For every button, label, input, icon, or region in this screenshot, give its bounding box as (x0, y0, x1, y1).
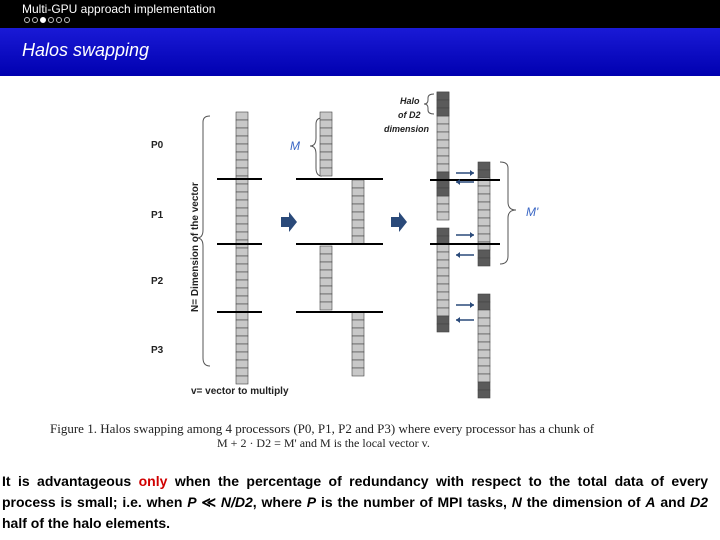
halo-cell (437, 228, 449, 236)
vector-cell (236, 264, 248, 272)
chunk-cell (320, 262, 332, 270)
halo-cell (478, 258, 490, 266)
vector-cell (236, 296, 248, 304)
halo-label-line3: dimension (384, 124, 430, 134)
processor-label-p1: P1 (151, 210, 164, 221)
chunk-cell (320, 254, 332, 262)
figure-caption-line1: Figure 1. Halos swapping among 4 processors (P0, P1, P2 and P3) where every processor has a chunk of (50, 421, 595, 436)
vector-cell (236, 312, 248, 320)
chunk-cell (352, 360, 364, 368)
processor-label-p3: P3 (151, 345, 164, 356)
chunk-cell (352, 212, 364, 220)
navigation-dots (24, 17, 70, 23)
chunk-cell (320, 294, 332, 302)
vector-cell (236, 160, 248, 168)
chunk-cell (352, 320, 364, 328)
vector-cell (236, 304, 248, 312)
chunk-cell (320, 246, 332, 254)
nav-dot[interactable] (40, 17, 46, 23)
m-prime-label: M' (526, 205, 539, 219)
highlight-word: only (138, 473, 168, 489)
chunk-cell (320, 160, 332, 168)
halo-cell (478, 186, 490, 194)
halo-cell (478, 302, 490, 310)
m-prime-brace (500, 162, 516, 264)
halo-cell (437, 124, 449, 132)
vector-cell (236, 272, 248, 280)
chunk-cell (320, 136, 332, 144)
chunk-cell (352, 312, 364, 320)
halo-cell (478, 326, 490, 334)
chunk-cell (320, 152, 332, 160)
vector-cell (236, 136, 248, 144)
vector-cell (236, 232, 248, 240)
halo-cell (437, 236, 449, 244)
halo-cell (437, 164, 449, 172)
body-text-segment: It is advantageous (2, 473, 139, 489)
halo-cell (478, 318, 490, 326)
halo-cell (478, 374, 490, 382)
chunk-cell (320, 128, 332, 136)
vector-cell (236, 128, 248, 136)
symbol-p: P (306, 494, 317, 510)
halo-cell (478, 194, 490, 202)
vector-cell (236, 328, 248, 336)
chunk-cell (352, 368, 364, 376)
halo-cell (478, 250, 490, 258)
symbol-a: A (645, 494, 656, 510)
vector-cell (236, 376, 248, 384)
swap-arrow-head-icon (470, 302, 474, 308)
symbol-d2: D2 (690, 494, 708, 510)
nav-dot[interactable] (24, 17, 30, 23)
symbol-n-over-d2: N/D2 (220, 494, 253, 510)
halo-cell (478, 390, 490, 398)
halo-cell (478, 342, 490, 350)
halo-label-line2: of D2 (398, 110, 421, 120)
vector-cell (236, 168, 248, 176)
vector-cell (236, 280, 248, 288)
vector-cell (236, 288, 248, 296)
vector-cell (236, 120, 248, 128)
chunk-cell (352, 352, 364, 360)
halo-cell (437, 132, 449, 140)
body-text-segment: , where (252, 494, 307, 510)
nav-dot[interactable] (56, 17, 62, 23)
vector-cell (236, 184, 248, 192)
figure-caption-line2: M + 2 · D2 = M' and M is the local vector v. (217, 436, 430, 450)
vector-cell (236, 216, 248, 224)
halo-cell (437, 140, 449, 148)
chunk-cell (352, 336, 364, 344)
processor-label-p0: P0 (151, 140, 164, 151)
halo-cell (478, 226, 490, 234)
vector-cell (236, 208, 248, 216)
halo-cell (437, 300, 449, 308)
nav-dot[interactable] (64, 17, 70, 23)
halo-cell (437, 316, 449, 324)
halo-cell (437, 148, 449, 156)
body-paragraph (2, 471, 708, 534)
vector-cell (236, 224, 248, 232)
vector-cell (236, 368, 248, 376)
body-text-segment: is the number of MPI tasks, (316, 494, 512, 510)
halo-cell (478, 162, 490, 170)
swap-arrow-head-icon (470, 232, 474, 238)
halo-cell (478, 202, 490, 210)
vector-cell (236, 352, 248, 360)
chunk-cell (320, 278, 332, 286)
halo-cell (437, 212, 449, 220)
body-text-segment: when the percentage of redundancy with respect to the total data of every process is small; i.e. when (2, 473, 709, 510)
chunk-cell (352, 328, 364, 336)
chunk-cell (352, 196, 364, 204)
vector-cell (236, 256, 248, 264)
vector-cell (236, 248, 248, 256)
halo-cell (478, 234, 490, 242)
chunk-cell (320, 270, 332, 278)
swap-arrow-head-icon (456, 317, 460, 323)
chunk-cell (320, 302, 332, 310)
halo-cell (437, 324, 449, 332)
chunk-cell (320, 286, 332, 294)
halo-cell (478, 366, 490, 374)
halo-swapping-figure (0, 80, 720, 420)
halo-cell (437, 116, 449, 124)
halo-cell (478, 218, 490, 226)
chunk-cell (320, 168, 332, 176)
halo-cell (478, 170, 490, 178)
halo-cell (437, 100, 449, 108)
halo-label-line1: Halo (400, 96, 420, 106)
vector-cell (236, 144, 248, 152)
halo-cell (478, 310, 490, 318)
nav-dot[interactable] (32, 17, 38, 23)
halo-cell (478, 350, 490, 358)
halo-cell (478, 294, 490, 302)
halo-cell (437, 180, 449, 188)
halo-cell (478, 210, 490, 218)
halo-cell (478, 358, 490, 366)
halo-cell (437, 172, 449, 180)
halo-cell (437, 268, 449, 276)
vector-cell (236, 200, 248, 208)
vector-cell (236, 344, 248, 352)
halo-cell (437, 284, 449, 292)
chunk-cell (320, 120, 332, 128)
swap-arrow-head-icon (456, 252, 460, 258)
halo-cell (437, 188, 449, 196)
vector-cell (236, 112, 248, 120)
body-text-segment: and (655, 494, 691, 510)
m-label: M (290, 139, 300, 153)
chunk-cell (352, 236, 364, 244)
halo-cell (437, 252, 449, 260)
halo-cell (437, 308, 449, 316)
halo-cell (437, 196, 449, 204)
halo-cell (478, 334, 490, 342)
vector-cell (236, 360, 248, 368)
chunk-cell (320, 112, 332, 120)
chunk-cell (352, 204, 364, 212)
halo-cell (437, 260, 449, 268)
halo-cell (437, 244, 449, 252)
chunk-cell (352, 344, 364, 352)
much-less-symbol: ≪ (196, 494, 221, 510)
halo-brace (424, 94, 434, 114)
symbol-n: N (511, 494, 522, 510)
halo-cell (437, 156, 449, 164)
chunk-cell (352, 228, 364, 236)
swap-arrow-head-icon (470, 170, 474, 176)
chunk-cell (352, 180, 364, 188)
body-text-segment: the dimension of (521, 494, 646, 510)
halo-cell (437, 204, 449, 212)
chunk-cell (352, 220, 364, 228)
vector-cell (236, 192, 248, 200)
chunk-cell (320, 144, 332, 152)
axis-label: N= Dimension of the vector (190, 182, 201, 312)
vector-cell (236, 320, 248, 328)
halo-cell (478, 382, 490, 390)
right-arrow-icon (391, 212, 407, 232)
vector-label: v= vector to multiply (191, 386, 289, 397)
section-title: Multi-GPU approach implementation (22, 2, 216, 16)
halo-cell (437, 292, 449, 300)
nav-dot[interactable] (48, 17, 54, 23)
body-text-segment: half of the halo elements. (2, 515, 171, 531)
frame-title: Halos swapping (22, 40, 150, 60)
chunk-cell (352, 188, 364, 196)
processor-label-p2: P2 (151, 276, 164, 287)
vector-cell (236, 336, 248, 344)
halo-cell (437, 92, 449, 100)
halo-cell (437, 108, 449, 116)
right-arrow-icon (281, 212, 297, 232)
halo-cell (437, 276, 449, 284)
vector-cell (236, 152, 248, 160)
symbol-p: P (187, 494, 197, 510)
